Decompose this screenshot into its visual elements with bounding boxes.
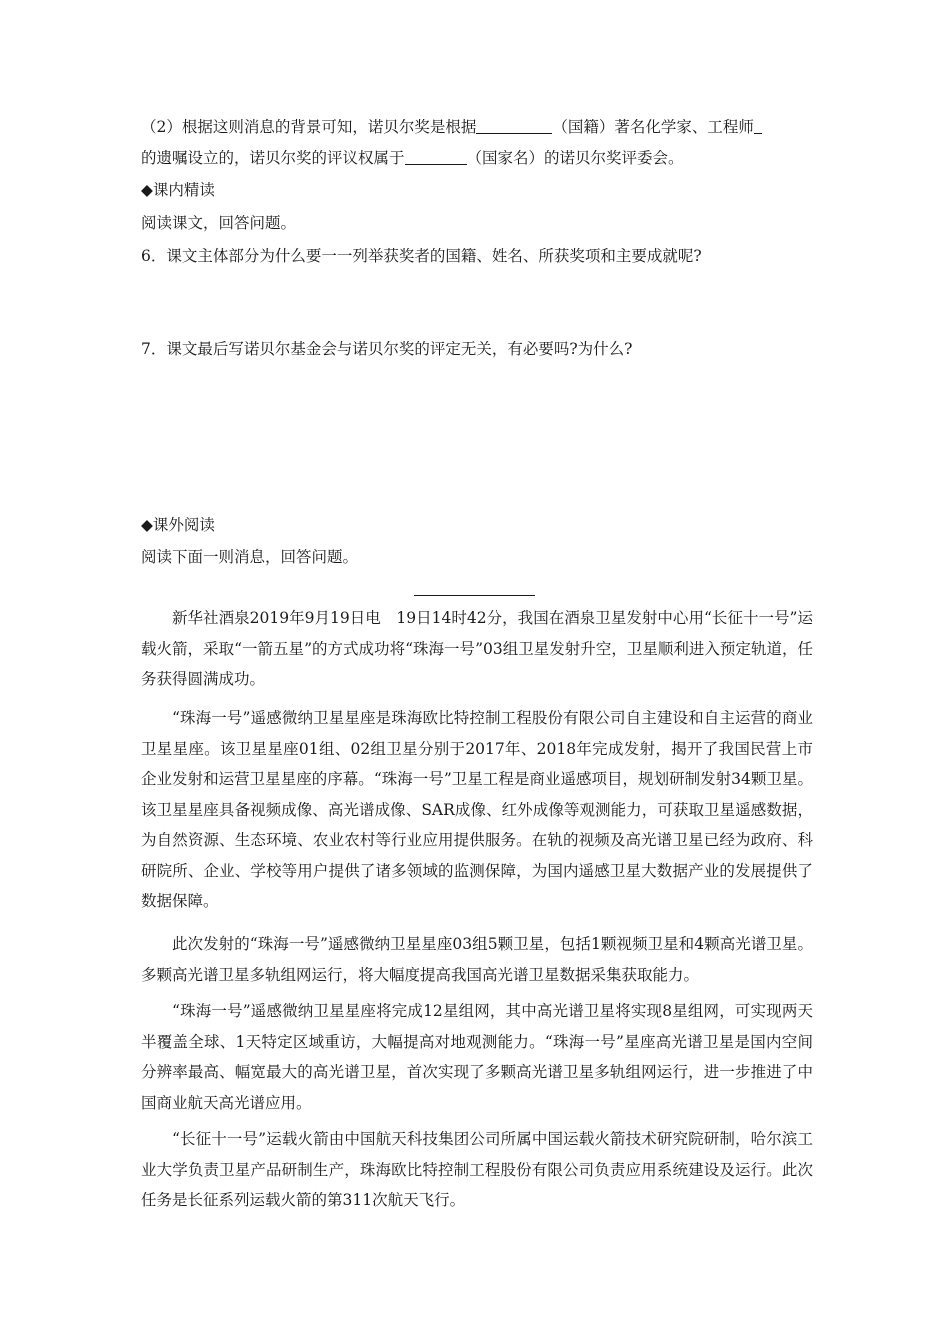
question-7: 7．课文最后写诺贝尔基金会与诺贝尔奖的评定无关，有必要吗?为什么? — [141, 340, 633, 358]
article-paragraph-4: “珠海一号”遥感微纳卫星星座将完成12星组网，其中高光谱卫星将实现8星组网，可实现两天半覆盖全球、1天特定区域重访，大幅提高对地观测能力。“珠海一号”星座高光谱卫星是国内空间分辨率最高、幅宽最大的高光谱卫星，首次实现了多颗高光谱卫星多轨组网运行，进一步推进了中国商业航天高光谱应用。 — [141, 1002, 813, 1112]
answer-blank-country[interactable] — [405, 150, 467, 165]
question-6: 6．课文主体部分为什么要一一列举获奖者的国籍、姓名、所获奖项和主要成就呢? — [141, 247, 702, 265]
section-heading-in-class: ◆课内精读 — [141, 181, 215, 199]
article-paragraph-5: “长征十一号”运载火箭由中国航天科技集团公司所属中国运载火箭技术研究院研制，哈尔滨工业大学负责卫星产品研制生产，珠海欧比特控制工程股份有限公司负责应用系统建设及运行。此次任务是长征系列运载火箭的第311次航天飞行。 — [141, 1130, 813, 1209]
q5-text-d: （国家名）的诺贝尔奖评委会。 — [466, 149, 684, 167]
q5-text-a: （2）根据这则消息的背景可知，诺贝尔奖是根据 — [141, 118, 477, 136]
headline-blank-rule — [414, 595, 535, 596]
article-paragraph-3: 此次发射的“珠海一号”遥感微纳卫星星座03组5颗卫星，包括1颗视频卫星和4颗高光谱卫星。多颗高光谱卫星多轨组网运行，将大幅度提高我国高光谱卫星数据采集获取能力。 — [141, 935, 813, 984]
section-instruction-extra: 阅读下面一则消息，回答问题。 — [141, 548, 359, 566]
q5-text-c: 的遗嘱设立的，诺贝尔奖的评议权属于 — [141, 149, 405, 167]
section-heading-extra: ◆课外阅读 — [141, 516, 215, 534]
question-5-part-2-line-2 — [141, 148, 813, 168]
answer-blank-nationality[interactable] — [476, 119, 552, 134]
q5-text-b: （国籍）著名化学家、工程师 — [552, 118, 754, 136]
answer-blank-name[interactable] — [754, 119, 762, 134]
question-5-part-2-line-1 — [141, 117, 813, 137]
article-paragraph-1: 新华社酒泉2019年9月19日电 19日14时42分，我国在酒泉卫星发射中心用“长征十一号”运载火箭，采取“一箭五星”的方式成功将“珠海一号”03组卫星发射升空，卫星顺利进入预定轨道，任务获得圆满成功。 — [141, 609, 813, 688]
section-instruction-in-class: 阅读课文，回答问题。 — [141, 214, 297, 232]
article-paragraph-2: “珠海一号”遥感微纳卫星星座是珠海欧比特控制工程股份有限公司自主建设和自主运营的商业卫星星座。该卫星星座01组、02组卫星分别于2017年、2018年完成发射，揭开了我国民营上市企业发射和运营卫星星座的序幕。“珠海一号”卫星工程是商业遥感项目，规划研制发射34颗卫星。该卫星星座具备视频成像、高光谱成像、SAR成像、红外成像等观测能力，可获取卫星遥感数据，为自然资源、生态环境、农业农村等行业应用提供服务。在轨的视频及高光谱卫星已经为政府、科研院所、企业、学校等用户提供了诸多领域的监测保障，为国内遥感卫星大数据产业的发展提供了数据保障。 — [141, 709, 813, 910]
